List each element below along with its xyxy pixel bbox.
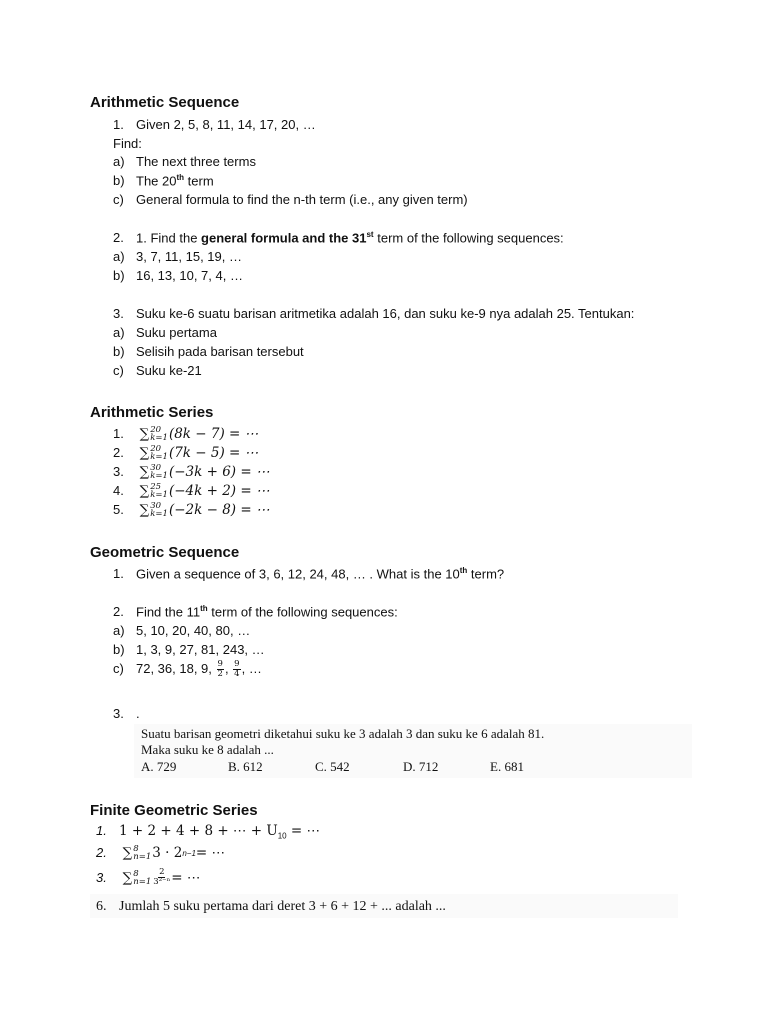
- fgs-q6: 6. Jumlah 5 suku pertama dari deret 3 + 6 + 12 + ... adalah ...: [96, 899, 446, 914]
- as-q1c: c) General formula to find the n-th term (i.e., any given term): [113, 192, 468, 207]
- section-title-finite-geometric-series: Finite Geometric Series: [90, 802, 258, 819]
- section-title-arithmetic-series: Arithmetic Series: [90, 404, 214, 421]
- series-item-5: 5. ∑ 30 k=1 (−2k − 8) = ⋯: [113, 501, 270, 519]
- fgs-q2: 2. ∑ 8 n=1 3 · 2 n−1 = ⋯: [96, 844, 226, 862]
- gs-q2: 2. Find the 11th term of the following sequences:: [113, 604, 398, 620]
- as-q2b: b) 16, 13, 10, 7, 4, …: [113, 268, 243, 283]
- gs-q3-option-b: B. 612: [228, 759, 263, 774]
- as-q3b: b) Selisih pada barisan tersebut: [113, 344, 304, 359]
- gs-q3-option-c: C. 542: [315, 759, 350, 774]
- series-item-4: 4. ∑ 25 k=1 (−4k + 2) = ⋯: [113, 482, 270, 500]
- gs-q2a: a) 5, 10, 20, 40, 80, …: [113, 623, 251, 638]
- as-q3c: c) Suku ke-21: [113, 363, 202, 378]
- gs-q3-option-d: D. 712: [403, 759, 439, 774]
- gs-q3-option-a: A. 729: [141, 759, 177, 774]
- gs-q3-line2: Maka suku ke 8 adalah ...: [141, 742, 274, 757]
- gs-q3-line1: Suatu barisan geometri diketahui suku ke 3 adalah 3 dan suku ke 6 adalah 81.: [141, 726, 545, 741]
- fgs-q3: 3. ∑ 8 n=1 $\frac{2}{\text{3²⁻ⁿ}}$ = ⋯: [96, 867, 201, 887]
- as-q3: 3. Suku ke-6 suatu barisan aritmetika adalah 16, dan suku ke-9 nya adalah 25. Tentukan:: [113, 306, 635, 321]
- fraction-9-2: $\frac{9}{2}$: [217, 659, 223, 679]
- as-q3a: a) Suku pertama: [113, 325, 217, 340]
- as-find-label: Find:: [113, 136, 142, 151]
- gs-q1: 1. Given a sequence of 3, 6, 12, 24, 48, … . What is the 10th term?: [113, 566, 505, 582]
- as-q2: 2. 1. Find the general formula and the 31st term of the following sequences:: [113, 230, 564, 246]
- fraction-9-4: $\frac{9}{4}$: [234, 659, 240, 679]
- series-item-3: 3. ∑ 30 k=1 (−3k + 6) = ⋯: [113, 463, 270, 481]
- gs-q2c: c) 72, 36, 18, 9, $\frac{9}{2}$ , $\frac{9}{4}$ , …: [113, 659, 262, 679]
- gs-q3-option-e: E. 681: [490, 759, 524, 774]
- fgs-q1: 1. 1 + 2 + 4 + 8 + ⋯ + $U_{10}$ = ⋯: [96, 823, 321, 841]
- fraction-2-over-3-pow: $\frac{2}{\text{3²⁻ⁿ}}$: [153, 867, 171, 887]
- as-q2a: a) 3, 7, 11, 15, 19, …: [113, 249, 242, 264]
- series-item-1: 1. ∑ 20 k=1 (8k − 7) = ⋯: [113, 425, 259, 443]
- section-title-arithmetic-sequence: Arithmetic Sequence: [90, 94, 240, 111]
- section-title-geometric-sequence: Geometric Sequence: [90, 544, 240, 561]
- gs-q2b: b) 1, 3, 9, 27, 81, 243, …: [113, 642, 265, 657]
- as-q1: 1. Given 2, 5, 8, 11, 14, 17, 20, …: [113, 117, 316, 132]
- series-item-2: 2. ∑ 20 k=1 (7k − 5) = ⋯: [113, 444, 259, 462]
- as-q1b: b) The 20th term: [113, 173, 214, 189]
- as-q1a: a) The next three terms: [113, 154, 256, 169]
- gs-q3: 3. .: [113, 706, 140, 721]
